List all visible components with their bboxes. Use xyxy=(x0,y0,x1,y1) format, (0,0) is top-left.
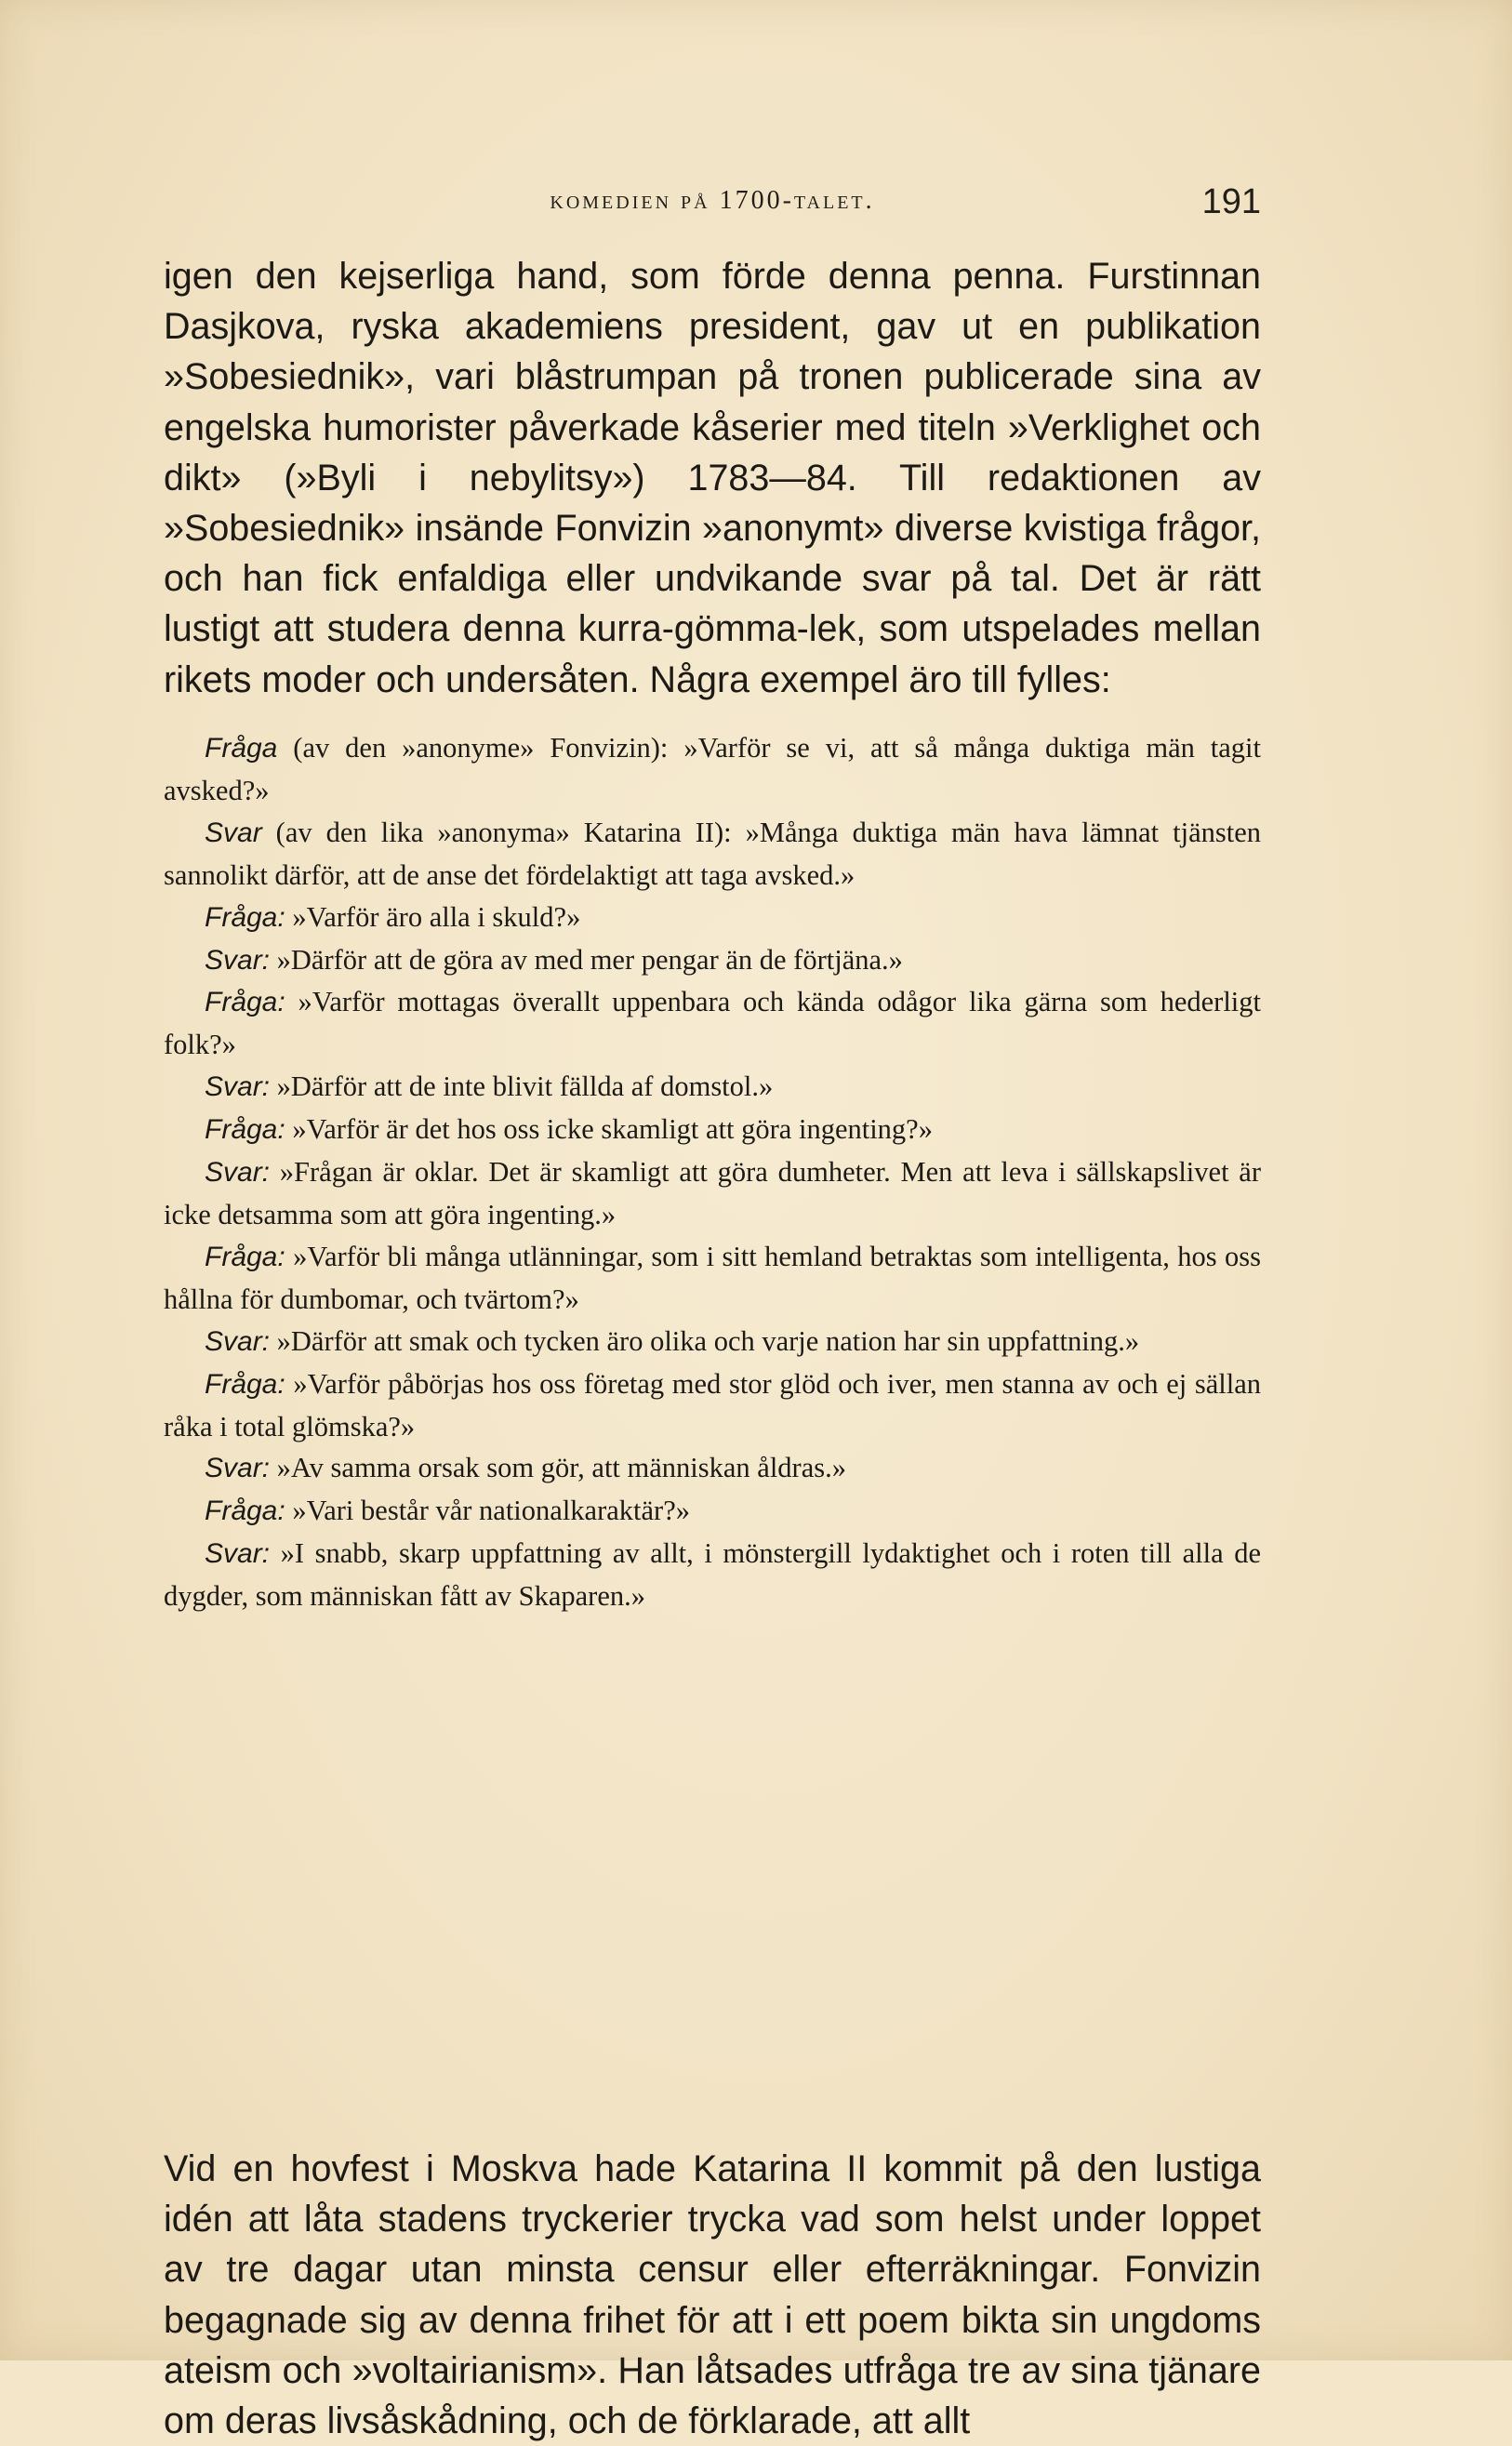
paragraph-bottom: Vid en hovfest i Moskva hade Katarina II kommit på den lustiga idén att låta stadens tryckerier trycka vad som helst under loppet av tre dagar utan minsta censur eller efterräkningar. Fonvizin begagnade sig av denna frihet för att i ett poem bikta sin ungdoms ateism och »voltairianism». Han låtsades utfråga tre av sina tjänare om deras livsåskådning, och de förklarade, att allt xyxy=(164,2148,1261,2442)
dialogue-entry xyxy=(164,1490,1261,1533)
dialogue-entry xyxy=(164,1447,1261,1490)
dialogue-text: »Varför äro alla i skuld?» xyxy=(285,900,581,933)
dialogue-text: »Frågan är oklar. Det är skamligt att göra dumheter. Men att leva i sällskapslivet är icke detsamma som att göra ingenting.» xyxy=(164,1156,1261,1230)
page-number: 191 xyxy=(1201,182,1261,221)
dialogue-speaker: Fråga: xyxy=(205,1496,285,1527)
dialogue-speaker: Svar: xyxy=(205,1453,271,1484)
dialogue-speaker: Fråga: xyxy=(205,1241,285,1272)
dialogue-text: »I snabb, skarp uppfattning av allt, i mönstergill lydaktighet och i roten till alla de dygder, som människan fått av Skaparen.» xyxy=(164,1537,1261,1613)
dialogue-text: »Vari består vår nationalkaraktär?» xyxy=(285,1495,690,1527)
paragraph-top: igen den kejserliga hand, som förde denna penna. Furstinnan Dasjkova, ryska akademiens president, gav ut en publikation »Sobesiednik», vari blåstrumpan på tronen publicerade sina av engelska humorister påverkade kåserier med titeln »Verklighet och dikt» (»Byli i nebylitsy») 1783—84. Till redaktionen av »Sobesiednik» insände Fonvizin »anonymt» diverse kvistiga frågor, och han fick enfaldiga eller undvikande svar på tal. Det är rätt lustigt att studera denna kurra-gömma-lek, som utspelades mellan rikets moder och undersåten. Några exempel äro till fylles: xyxy=(164,256,1261,700)
running-head xyxy=(164,182,1261,229)
dialogue-entry xyxy=(164,897,1261,939)
dialogue-speaker: Fråga: xyxy=(205,901,285,933)
dialogue-text: »Varför är det hos oss icke skamligt att göra ingenting?» xyxy=(285,1113,933,1146)
dialogue-entry xyxy=(164,939,1261,982)
dialogue-speaker: Fråga: xyxy=(205,1114,285,1146)
dialogue-speaker: Fråga xyxy=(205,733,278,764)
dialogue-speaker: Svar: xyxy=(205,944,271,976)
dialogue-entry xyxy=(164,812,1261,897)
dialogue-entry xyxy=(164,1109,1261,1151)
dialogue-block xyxy=(164,727,1261,1617)
dialogue-entry xyxy=(164,1151,1261,1236)
dialogue-entry xyxy=(164,727,1261,812)
dialogue-text: (av den »anonyme» Fonvizin): »Varför se vi, att så många duktiga män tagit avsked?» xyxy=(164,732,1261,806)
dialogue-speaker: Svar: xyxy=(205,1157,271,1189)
running-title: komedien på 1700-talet. xyxy=(550,186,875,215)
dialogue-entry xyxy=(164,1533,1261,1617)
dialogue-entry xyxy=(164,1066,1261,1109)
dialogue-speaker: Svar: xyxy=(205,1538,271,1570)
dialogue-text: »Av samma orsak som gör, att människan åldras.» xyxy=(270,1452,846,1484)
dialogue-text: »Varför mottagas överallt uppenbara och kända odågor lika gärna som hederligt folk?» xyxy=(164,986,1261,1061)
dialogue-speaker: Svar: xyxy=(205,1071,271,1103)
dialogue-speaker: Fråga: xyxy=(205,1368,285,1400)
dialogue-speaker: Svar xyxy=(205,817,262,848)
dialogue-entry xyxy=(164,981,1261,1066)
dialogue-entry xyxy=(164,1363,1261,1448)
dialogue-text: »Varför bli många utlänningar, som i sitt hemland betraktas som intelligenta, hos oss hållna för dumbomar, och tvärtom?» xyxy=(164,1240,1261,1315)
dialogue-text: »Varför påbörjas hos oss företag med stor glöd och iver, men stanna av och ej sällan råka i total glömska?» xyxy=(164,1367,1261,1442)
dialogue-text: »Därför att smak och tycken äro olika och varje nation har sin uppfattning.» xyxy=(270,1324,1140,1357)
dialogue-entry xyxy=(164,1321,1261,1363)
dialogue-entry xyxy=(164,1236,1261,1321)
dialogue-speaker: Svar: xyxy=(205,1325,271,1357)
dialogue-speaker: Fråga: xyxy=(205,987,285,1018)
dialogue-text: »Därför att de göra av med mer pengar än de förtjäna.» xyxy=(270,943,903,976)
dialogue-text: »Därför att de inte blivit fällda af domstol.» xyxy=(270,1070,774,1103)
dialogue-text: (av den lika »anonyma» Katarina II): »Många duktiga män hava lämnat tjänsten sannolikt därför, att de anse det fördelaktigt att taga avsked.» xyxy=(164,816,1261,891)
